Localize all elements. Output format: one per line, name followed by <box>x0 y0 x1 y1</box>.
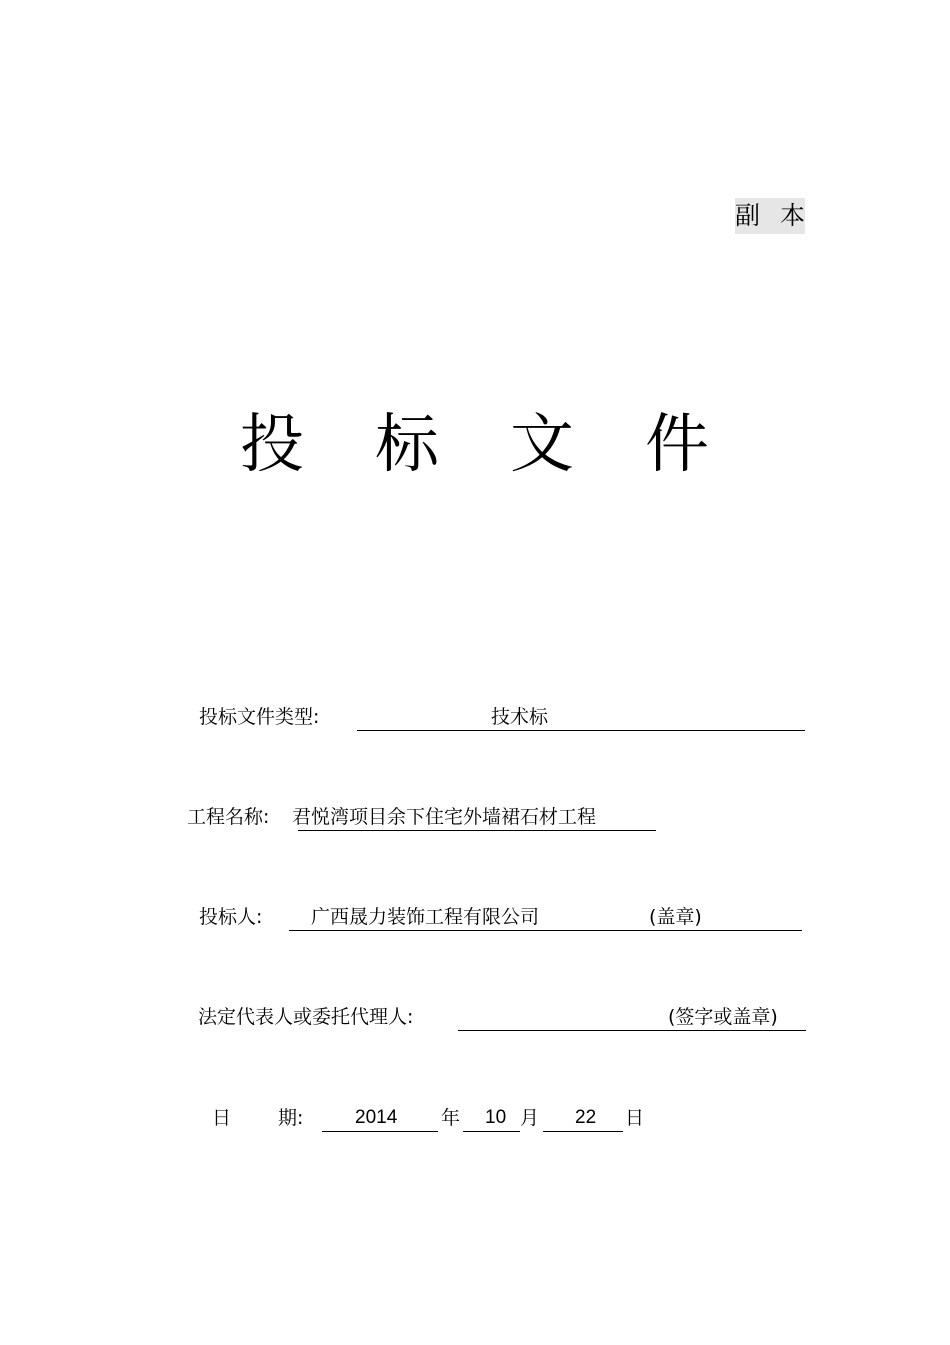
date-month-line <box>463 1105 520 1132</box>
bidder-line <box>289 904 802 931</box>
bidder-value: 广西晟力装饰工程有限公司 <box>311 906 540 928</box>
date-day-value: 22 <box>575 1107 597 1128</box>
date-day-line <box>543 1105 623 1132</box>
representative-sign-note: (签字或盖章) <box>668 1006 778 1028</box>
date-year-value: 2014 <box>355 1107 398 1128</box>
title-char: 投 <box>240 408 304 482</box>
date-year-line <box>322 1105 438 1132</box>
bid-type-line <box>357 704 805 731</box>
project-name-line <box>292 804 656 831</box>
date-year-unit: 年 <box>441 1107 461 1129</box>
date-label-a: 日 <box>212 1107 232 1129</box>
document-title <box>0 405 950 485</box>
bid-type-value: 技术标 <box>491 706 549 728</box>
date-day-unit: 日 <box>625 1107 645 1129</box>
copy-mark-label: 副 本 <box>735 198 805 234</box>
project-name-value: 君悦湾项目余下住宅外墙裙石材工程 <box>292 806 597 828</box>
project-name-label: 工程名称: <box>187 806 270 828</box>
date-month-value: 10 <box>485 1107 507 1128</box>
bid-type-label: 投标文件类型: <box>199 706 320 728</box>
title-char: 标 <box>375 408 439 482</box>
date-label-b: 期: <box>278 1107 304 1129</box>
bidder-seal-note: (盖章) <box>649 906 702 928</box>
bidder-label: 投标人: <box>199 906 263 928</box>
title-char: 件 <box>645 408 709 482</box>
representative-line <box>458 1004 806 1031</box>
date-month-unit: 月 <box>520 1107 540 1129</box>
representative-label: 法定代表人或委托代理人: <box>198 1006 414 1028</box>
title-char: 文 <box>510 408 574 482</box>
